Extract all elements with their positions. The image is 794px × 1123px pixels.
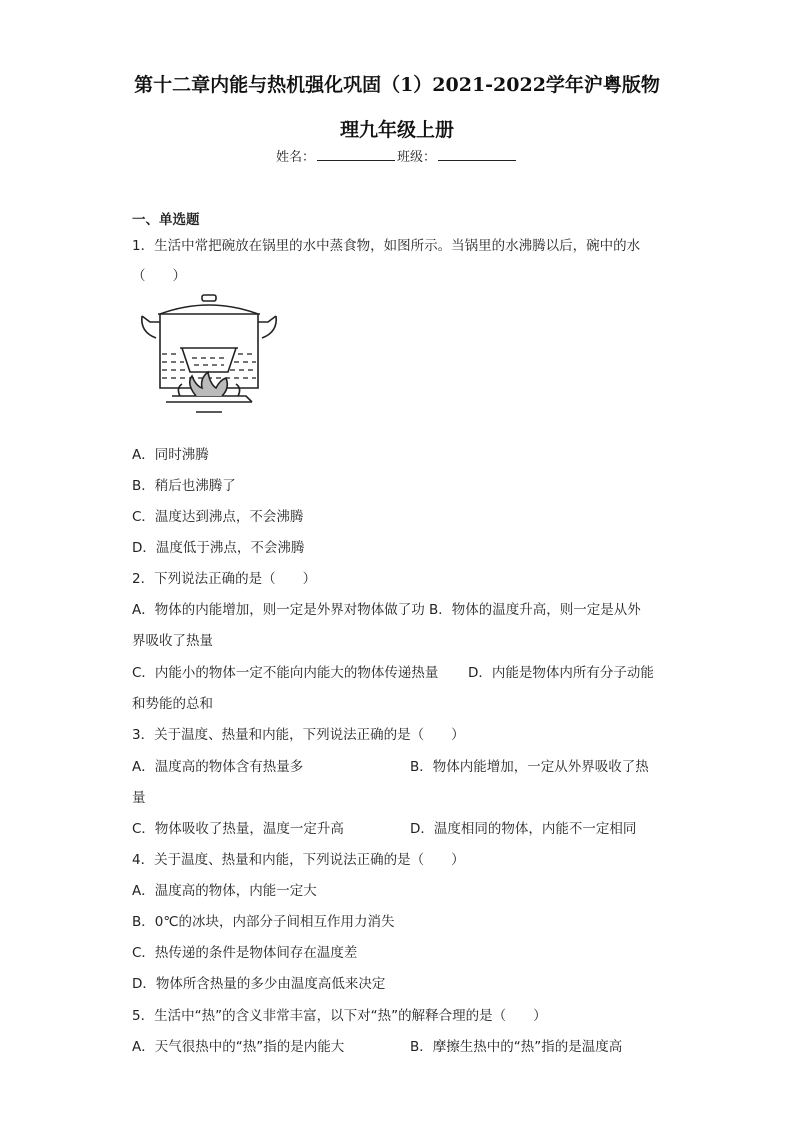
q2-stem: 2．下列说法正确的是（ ） bbox=[132, 571, 317, 587]
q3-option-d[interactable]: D．温度相同的物体，内能不一定相同 bbox=[410, 821, 637, 837]
steaming-pot-figure bbox=[136, 292, 281, 424]
q1-option-d[interactable]: D．温度低于沸点，不会沸腾 bbox=[132, 540, 305, 556]
q4-option-b[interactable]: B．0℃的冰块，内部分子间相互作用力消失 bbox=[132, 914, 395, 930]
q1-stem-line-2: （ ） bbox=[132, 268, 186, 284]
q1-option-b[interactable]: B．稍后也沸腾了 bbox=[132, 478, 236, 494]
page-title-line-1: 第十二章内能与热机强化巩固（1）2021-2022学年沪粤版物 bbox=[134, 74, 660, 96]
q5-option-a[interactable]: A．天气很热中的“热”指的是内能大 bbox=[132, 1039, 345, 1055]
q3-option-c[interactable]: C．物体吸收了热量，温度一定升高 bbox=[132, 821, 344, 837]
q3-option-b[interactable]: B．物体内能增加，一定从外界吸收了热 bbox=[410, 759, 649, 775]
q4-option-d[interactable]: D．物体所含热量的多少由温度高低来决定 bbox=[132, 976, 386, 992]
section-heading: 一、单选题 bbox=[132, 212, 200, 228]
name-class-bar bbox=[0, 146, 794, 165]
q2-option-c[interactable]: C．内能小的物体一定不能向内能大的物体传递热量 bbox=[132, 665, 439, 681]
q2-options-line-2[interactable]: 界吸收了热量 bbox=[132, 633, 213, 649]
q5-stem: 5．生活中“热”的含义非常丰富，以下对“热”的解释合理的是（ ） bbox=[132, 1008, 547, 1024]
q1-stem-line-1: 1．生活中常把碗放在锅里的水中蒸食物，如图所示。当锅里的水沸腾以后，碗中的水 bbox=[132, 238, 641, 254]
q4-option-a[interactable]: A．温度高的物体，内能一定大 bbox=[132, 883, 317, 899]
q5-option-b[interactable]: B．摩擦生热中的“热”指的是温度高 bbox=[410, 1039, 623, 1055]
q3-option-a[interactable]: A．温度高的物体含有热量多 bbox=[132, 759, 304, 775]
q4-stem: 4．关于温度、热量和内能，下列说法正确的是（ ） bbox=[132, 852, 465, 868]
class-blank[interactable] bbox=[438, 148, 516, 161]
q2-options-line-1[interactable]: A．物体的内能增加，则一定是外界对物体做了功 B．物体的温度升高，则一定是从外 bbox=[132, 602, 641, 618]
page-title-line-2: 理九年级上册 bbox=[339, 119, 454, 141]
q2-option-d-cont[interactable]: 和势能的总和 bbox=[132, 696, 213, 712]
q3-stem: 3．关于温度、热量和内能，下列说法正确的是（ ） bbox=[132, 727, 465, 743]
q1-option-c[interactable]: C．温度达到沸点，不会沸腾 bbox=[132, 509, 304, 525]
q4-option-c[interactable]: C．热传递的条件是物体间存在温度差 bbox=[132, 945, 358, 961]
class-label: 班级： bbox=[397, 150, 437, 165]
q3-option-b-cont[interactable]: 量 bbox=[132, 790, 146, 806]
name-label: 姓名： bbox=[275, 150, 315, 165]
q1-option-a[interactable]: A．同时沸腾 bbox=[132, 447, 209, 463]
name-blank[interactable] bbox=[317, 148, 395, 161]
q2-option-d[interactable]: D．内能是物体内所有分子动能 bbox=[468, 665, 654, 681]
